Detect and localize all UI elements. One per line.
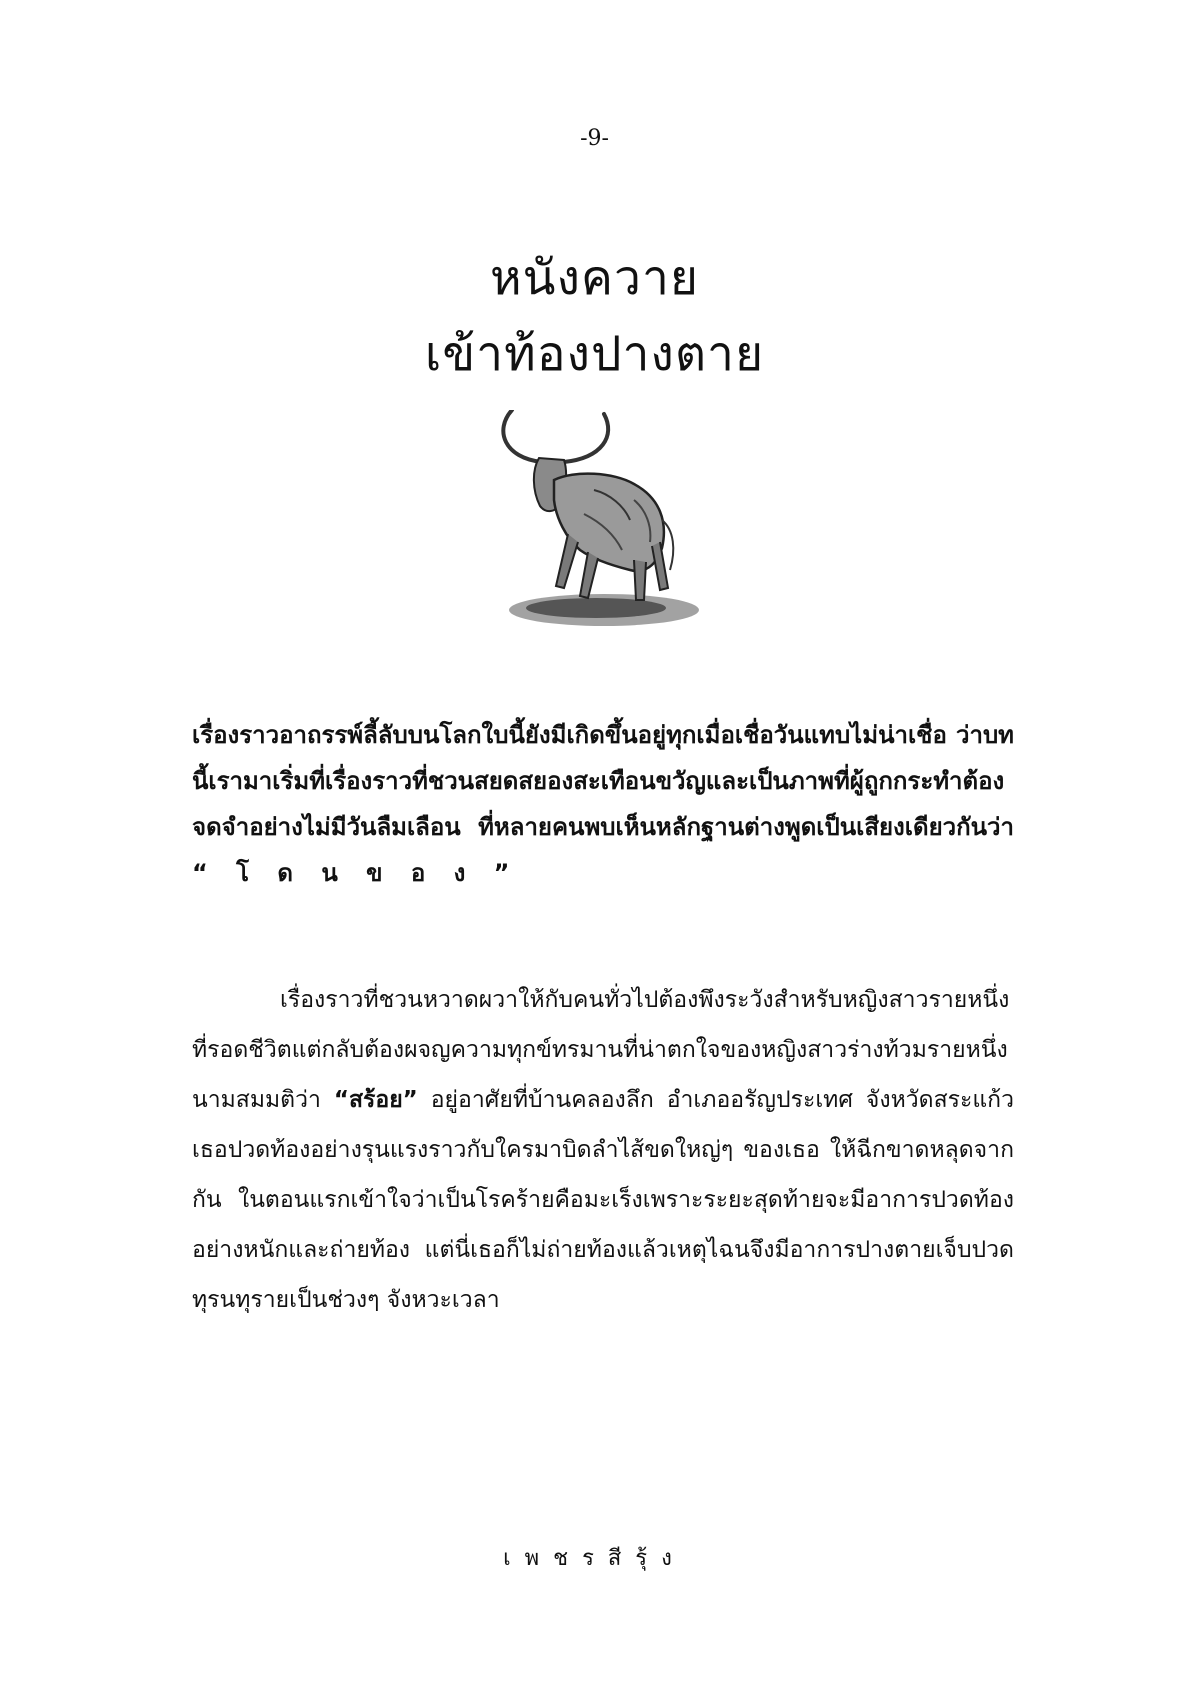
author-footer: เพชรสีรุ้ง	[503, 1546, 686, 1571]
body-text-before-name: เรื่องราวที่ชวนหวาดผวาให้กับคนทั่วไปต้องพึงระวังสำหรับหญิงสาวรายหนึ่งที่รอดชีวิตแต่กลับต้องผจญความทุกข์ทรมานที่น่าตกใจของหญิงสาวร่างท้วมรายหนึ่งนามสมมติว่า	[192, 987, 1010, 1113]
lead-quoted-word: “ โ ด น ข อ ง ”	[192, 859, 520, 887]
character-name: “สร้อย”	[333, 1087, 418, 1113]
body-text-after-name: อยู่อาศัยที่บ้านคลองลึก อำเภออรัญประเทศ จังหวัดสระแก้ว เธอปวดท้องอย่างรุนแรงราวกับใครมาบิดลำไส้ขดใหญ่ๆ ของเธอ ให้ฉีกขาดหลุดจากกัน ในตอนแรกเข้าใจว่าเป็นโรคร้ายคือมะเร็งเพราะระยะสุดท้ายจะมีอาการปวดท้องอย่างหนักและถ่ายท้อง แต่นี่เธอก็ไม่ถ่ายท้องแล้วเหตุไฉนจึงมีอาการปางตายเจ็บปวดทุรนทุรายเป็นช่วงๆ จังหวะเวลา	[192, 1087, 1015, 1313]
lead-paragraph	[192, 712, 1014, 896]
lead-text: เรื่องราวอาถรรพ์ลี้ลับบนโลกใบนี้ยังมีเกิดขึ้นอยู่ทุกเมื่อเชื่อวันแทบไม่น่าเชื่อ ว่าบทนี้เรามาเริ่มที่เรื่องราวที่ชวนสยดสยองสะเทือนขวัญและเป็นภาพที่ผู้ถูกกระทำต้องจดจำอย่างไม่มีวันลืมเลือน ที่หลายคนพบเห็นหลักฐานต่างพูดเป็นเสียงเดียวกันว่า	[192, 721, 1014, 841]
chapter-title-line-1: หนังควาย	[489, 250, 700, 306]
buffalo-sketch-icon	[484, 410, 714, 640]
chapter-title	[0, 240, 1189, 392]
body-paragraph	[192, 975, 1014, 1325]
page-number: -9-	[580, 126, 609, 151]
buffalo-illustration	[484, 410, 714, 640]
chapter-title-line-2: เข้าท้องปางตาย	[424, 326, 765, 382]
